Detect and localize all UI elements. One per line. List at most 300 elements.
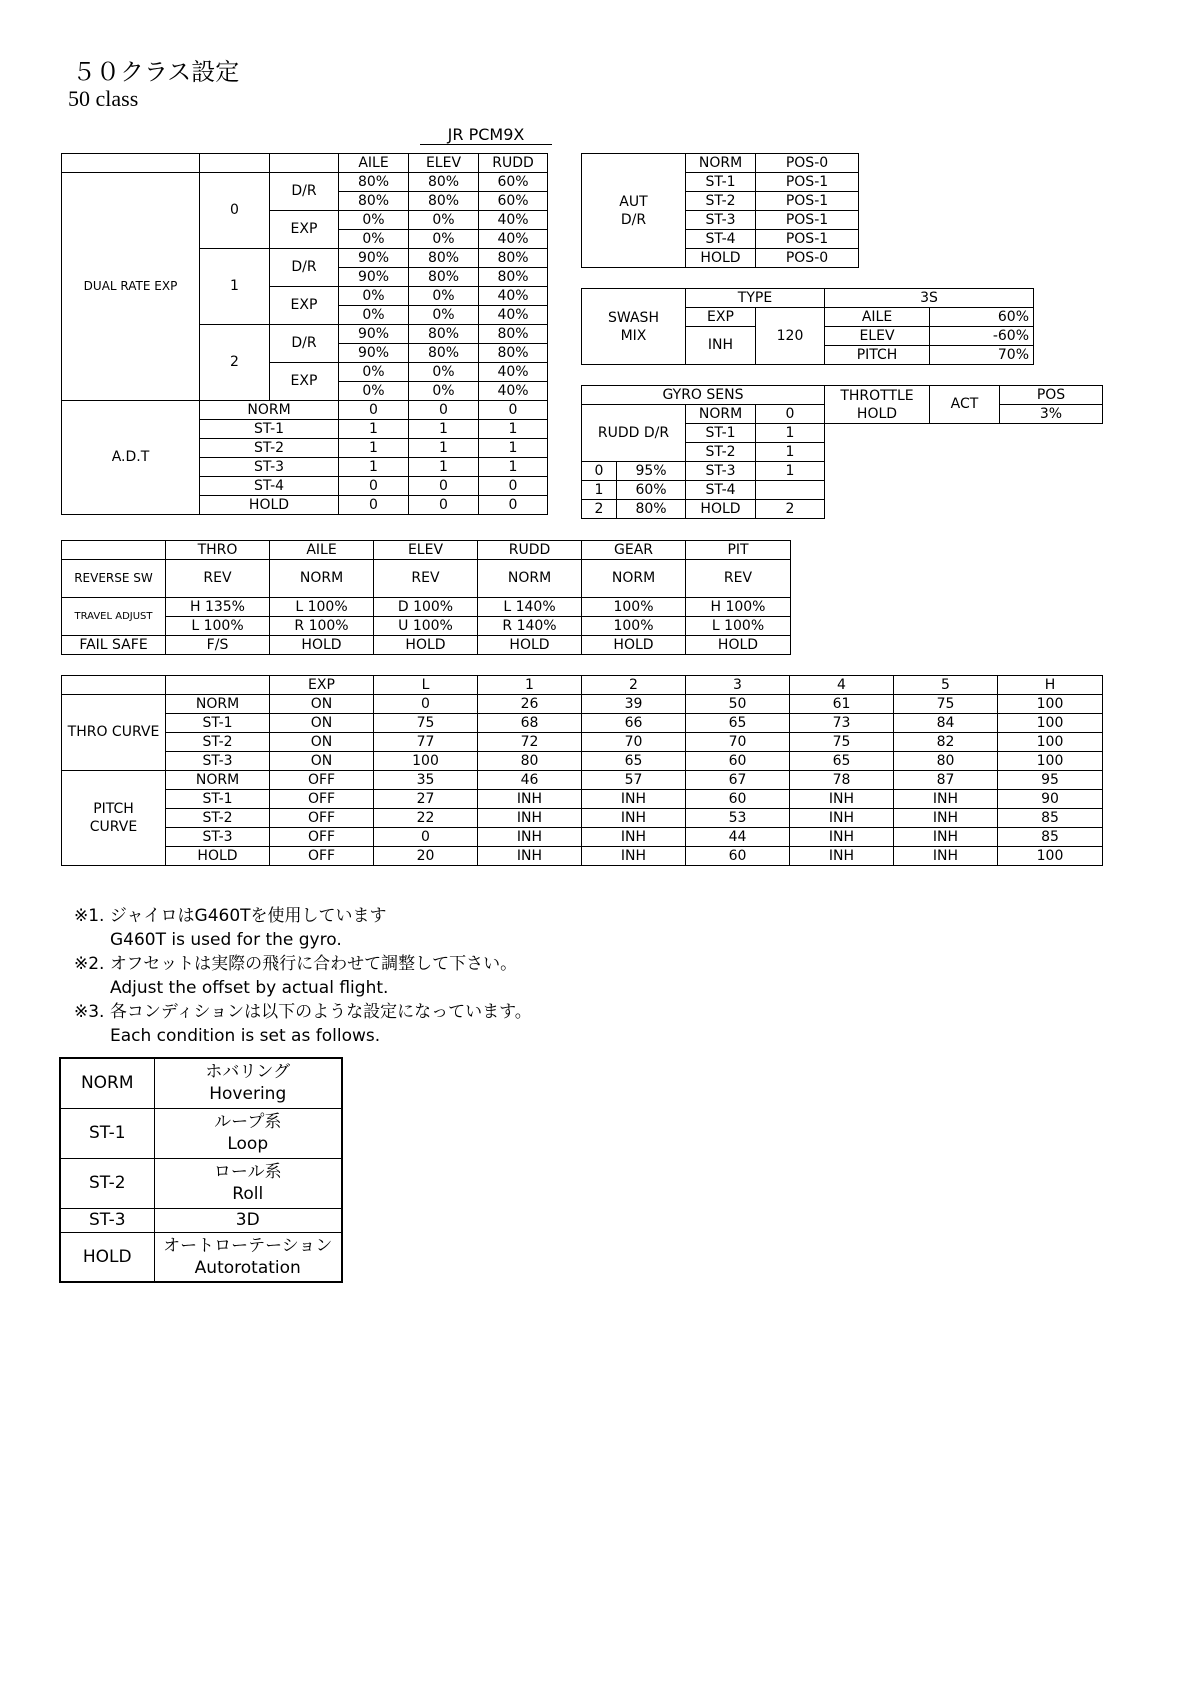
- reverse-value: REV: [374, 560, 478, 598]
- adt-value: 0: [339, 496, 409, 515]
- curve-value: 72: [478, 733, 582, 752]
- travel-value: H 135%: [166, 598, 270, 617]
- table-row: [582, 481, 825, 500]
- curve-value: 57: [582, 771, 686, 790]
- table-row: [62, 636, 791, 655]
- curve-value: 78: [790, 771, 894, 790]
- table-row: [60, 1108, 342, 1158]
- curve-value: 70: [686, 733, 790, 752]
- gyro-value: 1: [756, 443, 825, 462]
- gyro-value: 1: [756, 424, 825, 443]
- column-header: EXP: [270, 676, 374, 695]
- aut-value: POS-1: [756, 230, 859, 249]
- adt-value: 1: [339, 458, 409, 477]
- column-header: RUDD: [479, 154, 548, 173]
- aut-label-line1: AUT: [619, 193, 648, 210]
- note-japanese: ※2. オフセットは実際の飛行に合わせて調整して下さい。: [74, 954, 518, 974]
- table-cell: [62, 676, 166, 695]
- condition-label: HOLD: [200, 496, 339, 515]
- adt-label: A.D.T: [62, 401, 200, 515]
- rudd-dr-position: 2: [582, 500, 617, 519]
- condition-label: ST-3: [200, 458, 339, 477]
- curve-value: INH: [790, 790, 894, 809]
- column-header: 4: [790, 676, 894, 695]
- travel-value: 100%: [582, 617, 686, 636]
- adt-value: 1: [479, 458, 548, 477]
- condition-desc-japanese: ホバリング: [205, 1062, 291, 1083]
- condition-label: HOLD: [686, 249, 756, 268]
- header-row: [62, 541, 791, 560]
- curve-value: 100: [998, 733, 1103, 752]
- header-row: [62, 676, 1103, 695]
- condition-label: HOLD: [686, 500, 756, 519]
- reverse-travel-table: [61, 540, 791, 655]
- note-japanese: ※3. 各コンディションは以下のような設定になっています。: [74, 1002, 532, 1022]
- title-english: 50 class: [68, 86, 139, 111]
- condition-label: ST-4: [200, 477, 339, 496]
- column-header: L: [374, 676, 478, 695]
- travel-value: R 100%: [270, 617, 374, 636]
- reverse-value: REV: [166, 560, 270, 598]
- curve-value: 61: [790, 695, 894, 714]
- curve-value: INH: [894, 828, 998, 847]
- throttle-hold-line1: THROTTLE: [840, 387, 914, 404]
- curve-value: 100: [374, 752, 478, 771]
- condition-label: ST-1: [166, 790, 270, 809]
- condition-label: NORM: [166, 695, 270, 714]
- table-row: [60, 1158, 342, 1208]
- rate-value: 60%: [479, 173, 548, 192]
- table-row: [62, 771, 1103, 790]
- curve-value: 82: [894, 733, 998, 752]
- table-row: [62, 617, 791, 636]
- throttle-hold-table: [824, 385, 1103, 424]
- condition-label: ST-4: [686, 481, 756, 500]
- adt-value: 0: [479, 496, 548, 515]
- table-row: [62, 598, 791, 617]
- travel-value: 100%: [582, 598, 686, 617]
- curve-value: 65: [582, 752, 686, 771]
- aut-value: POS-1: [756, 192, 859, 211]
- rate-value: 0%: [409, 230, 479, 249]
- rate-value: 0%: [339, 363, 409, 382]
- curve-value: 95: [998, 771, 1103, 790]
- curve-value: 75: [790, 733, 894, 752]
- pitch-label-line1: PITCH: [93, 801, 134, 817]
- table-row: [62, 809, 1103, 828]
- column-header: 1: [478, 676, 582, 695]
- curve-value: OFF: [270, 809, 374, 828]
- condition-label: ST-2: [200, 439, 339, 458]
- table-row: [62, 560, 791, 598]
- travel-value: L 100%: [166, 617, 270, 636]
- dual-rate-label: DUAL RATE EXP: [62, 173, 200, 401]
- curve-value: 80: [478, 752, 582, 771]
- type-label: TYPE: [686, 289, 825, 308]
- reverse-value: NORM: [582, 560, 686, 598]
- curve-value: OFF: [270, 771, 374, 790]
- rate-value: 80%: [339, 192, 409, 211]
- condition-desc-japanese: ロール系: [213, 1162, 299, 1182]
- type-value: 3S: [825, 289, 1034, 308]
- gyro-value: [756, 481, 825, 500]
- condition-desc-english: Autorotation: [194, 1257, 301, 1278]
- curve-value: ON: [270, 752, 374, 771]
- rate-position: 1: [200, 249, 270, 325]
- curve-value: INH: [894, 847, 998, 866]
- curve-value: INH: [478, 809, 582, 828]
- throttle-hold-line2: HOLD: [856, 405, 898, 422]
- table-row: [582, 500, 825, 519]
- column-header: H: [998, 676, 1103, 695]
- condition-description: [154, 1208, 342, 1232]
- condition-label: HOLD: [166, 847, 270, 866]
- travel-value: H 100%: [686, 598, 791, 617]
- notes: [74, 904, 532, 1048]
- travel-adjust-label: TRAVEL ADJUST: [62, 598, 166, 636]
- curve-value: 80: [894, 752, 998, 771]
- curve-value: OFF: [270, 790, 374, 809]
- note-japanese: ※1. ジャイロはG460Tを使用しています: [74, 906, 387, 926]
- curve-value: 65: [790, 752, 894, 771]
- exp-label: EXP: [686, 308, 756, 327]
- adt-value: 0: [479, 477, 548, 496]
- note-english: Adjust the offset by actual flight.: [110, 978, 389, 998]
- gyro-value: 2: [756, 500, 825, 519]
- column-header: PIT: [686, 541, 791, 560]
- column-header: THRO: [166, 541, 270, 560]
- rate-value: 0%: [409, 211, 479, 230]
- table-row: [62, 401, 548, 420]
- condition-label: NORM: [200, 401, 339, 420]
- title-japanese: ５０クラス設定: [72, 58, 240, 86]
- transmitter-model: JR PCM9X: [420, 125, 552, 145]
- swash-mix-table: [581, 288, 1034, 365]
- swash-number: 120: [756, 308, 825, 365]
- condition-label: NORM: [686, 154, 756, 173]
- dr-label: D/R: [270, 173, 339, 211]
- adt-value: 0: [339, 477, 409, 496]
- rate-value: 0%: [339, 230, 409, 249]
- reverse-value: REV: [686, 560, 791, 598]
- curve-value: 35: [374, 771, 478, 790]
- rate-value: 90%: [339, 268, 409, 287]
- adt-value: 0: [409, 401, 479, 420]
- gyro-value: 0: [756, 405, 825, 424]
- condition-name: ST-3: [60, 1208, 154, 1232]
- curve-value: INH: [478, 847, 582, 866]
- column-header: ELEV: [374, 541, 478, 560]
- aut-dr-table: [581, 153, 859, 268]
- condition-desc-english: Roll: [232, 1184, 264, 1204]
- curve-value: 50: [686, 695, 790, 714]
- rate-value: 80%: [339, 173, 409, 192]
- condition-desc-english: 3D: [235, 1210, 260, 1230]
- curve-value: 68: [478, 714, 582, 733]
- condition-description: [154, 1058, 342, 1108]
- rate-value: 0%: [339, 287, 409, 306]
- rate-value: 90%: [339, 325, 409, 344]
- rudd-dr-value: 60%: [617, 481, 686, 500]
- swash-value: -60%: [930, 327, 1034, 346]
- swash-label-line2: MIX: [620, 327, 647, 344]
- rate-value: 0%: [339, 382, 409, 401]
- condition-label: NORM: [166, 771, 270, 790]
- dual-rate-table: [61, 153, 548, 515]
- condition-name: HOLD: [60, 1232, 154, 1282]
- curve-value: ON: [270, 714, 374, 733]
- adt-value: 0: [479, 401, 548, 420]
- dr-label: D/R: [270, 249, 339, 287]
- table-cell: [62, 154, 200, 173]
- rudd-dr-position: 0: [582, 462, 617, 481]
- curve-value: 100: [998, 752, 1103, 771]
- curve-value: 84: [894, 714, 998, 733]
- swash-value: 70%: [930, 346, 1034, 365]
- rudd-dr-value: 80%: [617, 500, 686, 519]
- table-row: [60, 1232, 342, 1282]
- travel-value: L 140%: [478, 598, 582, 617]
- curve-value: INH: [894, 809, 998, 828]
- curve-value: 100: [998, 714, 1103, 733]
- adt-value: 0: [339, 401, 409, 420]
- rate-position: 2: [200, 325, 270, 401]
- curve-value: INH: [582, 809, 686, 828]
- condition-label: ST-3: [166, 828, 270, 847]
- note-english: G460T is used for the gyro.: [110, 930, 342, 950]
- curve-value: 60: [686, 847, 790, 866]
- note-english: Each condition is set as follows.: [110, 1026, 381, 1046]
- reverse-value: NORM: [478, 560, 582, 598]
- aut-value: POS-1: [756, 211, 859, 230]
- pitch-label-line2: CURVE: [89, 819, 138, 835]
- rate-value: 80%: [409, 325, 479, 344]
- swash-label-line1: SWASH: [608, 309, 659, 326]
- fail-safe-value: HOLD: [270, 636, 374, 655]
- fail-safe-value: HOLD: [582, 636, 686, 655]
- curve-value: 90: [998, 790, 1103, 809]
- curve-table: [61, 675, 1103, 866]
- rate-value: 0%: [409, 382, 479, 401]
- curve-value: 44: [686, 828, 790, 847]
- gyro-sens-label: GYRO SENS: [582, 386, 825, 405]
- rate-value: 90%: [339, 344, 409, 363]
- rate-value: 90%: [339, 249, 409, 268]
- fail-safe-value: HOLD: [686, 636, 791, 655]
- curve-value: 60: [686, 790, 790, 809]
- adt-value: 1: [409, 420, 479, 439]
- condition-label: ST-3: [686, 211, 756, 230]
- curve-value: 22: [374, 809, 478, 828]
- condition-desc-japanese: オートローテーション: [163, 1235, 333, 1256]
- thro-curve-label: THRO CURVE: [62, 695, 166, 771]
- adt-value: 1: [409, 458, 479, 477]
- table-row: [62, 695, 1103, 714]
- curve-value: 65: [686, 714, 790, 733]
- table-row: [62, 847, 1103, 866]
- fail-safe-value: F/S: [166, 636, 270, 655]
- curve-value: OFF: [270, 828, 374, 847]
- condition-label: ST-2: [166, 733, 270, 752]
- condition-label: ST-3: [686, 462, 756, 481]
- table-row: [60, 1208, 342, 1232]
- condition-label: ST-3: [166, 752, 270, 771]
- swash-mix-label: [582, 289, 686, 365]
- adt-value: 1: [479, 439, 548, 458]
- travel-value: L 100%: [270, 598, 374, 617]
- aut-dr-label: [582, 154, 686, 268]
- rate-value: 40%: [479, 211, 548, 230]
- curve-value: INH: [582, 828, 686, 847]
- curve-value: INH: [582, 790, 686, 809]
- condition-label: ST-1: [200, 420, 339, 439]
- table-row: [62, 790, 1103, 809]
- conditions-table: [59, 1057, 343, 1283]
- curve-value: 20: [374, 847, 478, 866]
- rate-value: 0%: [339, 211, 409, 230]
- condition-label: ST-2: [686, 443, 756, 462]
- curve-value: INH: [790, 828, 894, 847]
- condition-description: [154, 1232, 342, 1282]
- condition-name: ST-2: [60, 1158, 154, 1208]
- adt-value: 1: [409, 439, 479, 458]
- rate-value: 0%: [409, 306, 479, 325]
- rudd-dr-value: 95%: [617, 462, 686, 481]
- condition-description: [154, 1108, 342, 1158]
- rate-value: 80%: [409, 344, 479, 363]
- condition-label: ST-1: [166, 714, 270, 733]
- pitch-curve-label: [62, 771, 166, 866]
- rate-value: 0%: [409, 363, 479, 382]
- pos-value: 3%: [1000, 405, 1103, 424]
- table-row: [825, 386, 1103, 405]
- exp-label: EXP: [270, 287, 339, 325]
- condition-description: [154, 1158, 342, 1208]
- rudd-dr-position: 1: [582, 481, 617, 500]
- aut-label-line2: D/R: [620, 211, 647, 228]
- curve-value: 85: [998, 809, 1103, 828]
- table-cell: [166, 676, 270, 695]
- rate-value: 0%: [339, 306, 409, 325]
- gyro-sens-table: [581, 385, 825, 519]
- curve-value: INH: [790, 809, 894, 828]
- rate-value: 80%: [409, 249, 479, 268]
- pos-label: POS: [1000, 386, 1103, 405]
- condition-label: ST-1: [686, 424, 756, 443]
- aut-value: POS-1: [756, 173, 859, 192]
- reverse-sw-label: REVERSE SW: [62, 560, 166, 598]
- rate-value: 40%: [479, 306, 548, 325]
- aut-value: POS-0: [756, 154, 859, 173]
- condition-desc-japanese: ループ系: [214, 1112, 282, 1132]
- column-header: 3: [686, 676, 790, 695]
- column-header: 5: [894, 676, 998, 695]
- rate-value: 80%: [479, 249, 548, 268]
- rate-value: 80%: [409, 192, 479, 211]
- travel-value: R 140%: [478, 617, 582, 636]
- condition-name: ST-1: [60, 1108, 154, 1158]
- rate-value: 80%: [409, 268, 479, 287]
- condition-desc-english: Loop: [227, 1134, 269, 1154]
- table-row: [62, 828, 1103, 847]
- curve-value: 100: [998, 695, 1103, 714]
- table-row: [62, 733, 1103, 752]
- curve-value: 70: [582, 733, 686, 752]
- reverse-value: NORM: [270, 560, 374, 598]
- rate-position: 0: [200, 173, 270, 249]
- condition-label: ST-2: [686, 192, 756, 211]
- curve-value: 73: [790, 714, 894, 733]
- table-row: [582, 154, 859, 173]
- adt-value: 1: [339, 420, 409, 439]
- curve-value: 60: [686, 752, 790, 771]
- rudd-dr-label: RUDD D/R: [582, 405, 686, 462]
- curve-value: 0: [374, 828, 478, 847]
- curve-value: 0: [374, 695, 478, 714]
- curve-value: INH: [894, 790, 998, 809]
- channel-label: ELEV: [825, 327, 930, 346]
- header-row: [62, 154, 548, 173]
- curve-value: ON: [270, 695, 374, 714]
- table-row: [582, 386, 825, 405]
- curve-value: ON: [270, 733, 374, 752]
- column-header: ELEV: [409, 154, 479, 173]
- curve-value: OFF: [270, 847, 374, 866]
- travel-value: U 100%: [374, 617, 478, 636]
- curve-value: 85: [998, 828, 1103, 847]
- rate-value: 60%: [479, 192, 548, 211]
- curve-value: 75: [374, 714, 478, 733]
- gyro-value: 1: [756, 462, 825, 481]
- curve-value: INH: [478, 828, 582, 847]
- column-header: RUDD: [478, 541, 582, 560]
- channel-label: PITCH: [825, 346, 930, 365]
- rate-value: 80%: [479, 268, 548, 287]
- curve-value: 53: [686, 809, 790, 828]
- channel-label: AILE: [825, 308, 930, 327]
- rate-value: 80%: [479, 344, 548, 363]
- table-row: [582, 405, 825, 424]
- adt-value: 0: [409, 496, 479, 515]
- condition-desc-english: Hovering: [209, 1084, 287, 1105]
- curve-value: 66: [582, 714, 686, 733]
- curve-value: INH: [582, 847, 686, 866]
- condition-label: NORM: [686, 405, 756, 424]
- rate-value: 80%: [409, 173, 479, 192]
- curve-value: 27: [374, 790, 478, 809]
- table-row: [582, 462, 825, 481]
- throttle-hold-label: [825, 386, 930, 424]
- curve-value: 75: [894, 695, 998, 714]
- act-label: ACT: [930, 386, 1000, 424]
- table-row: [62, 173, 548, 192]
- column-header: AILE: [339, 154, 409, 173]
- exp-label: EXP: [270, 211, 339, 249]
- swash-value: 60%: [930, 308, 1034, 327]
- column-header: AILE: [270, 541, 374, 560]
- table-row: [62, 752, 1103, 771]
- table-cell: [270, 154, 339, 173]
- fail-safe-value: HOLD: [478, 636, 582, 655]
- condition-name: NORM: [60, 1058, 154, 1108]
- condition-label: ST-2: [166, 809, 270, 828]
- rate-value: 40%: [479, 230, 548, 249]
- rate-value: 40%: [479, 287, 548, 306]
- inh-label: INH: [686, 327, 756, 365]
- aut-value: POS-0: [756, 249, 859, 268]
- table-row: [582, 289, 1034, 308]
- adt-value: 0: [409, 477, 479, 496]
